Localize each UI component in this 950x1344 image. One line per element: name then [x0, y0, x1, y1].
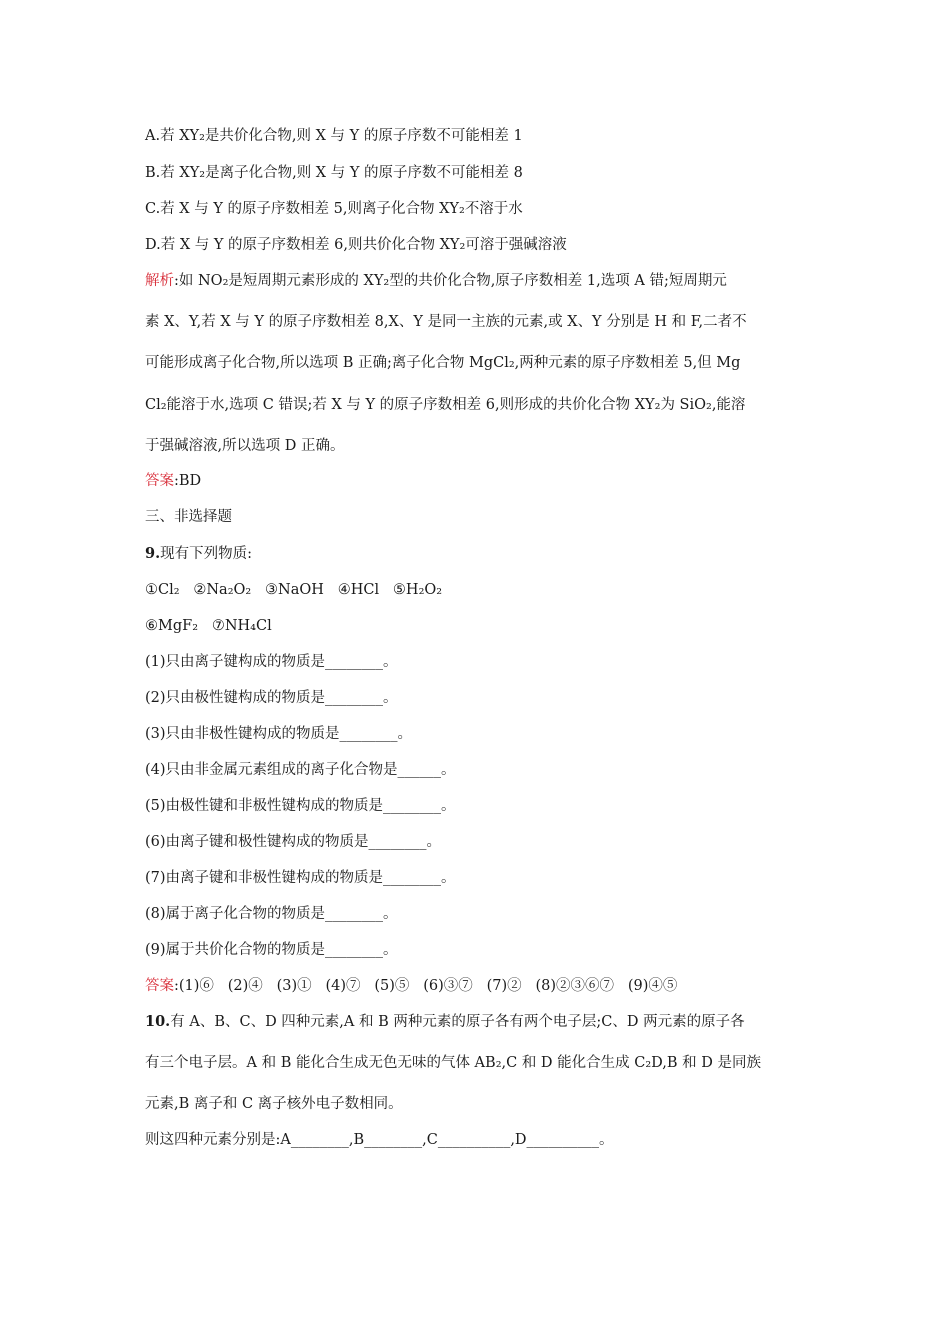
analysis-line-4: Cl₂能溶于水,选项 C 错误;若 X 与 Y 的原子序数相差 6,则形成的共价化合物 XY₂为 SiO₂,能溶	[145, 397, 746, 413]
analysis-line-3: 可能形成离子化合物,所以选项 B 正确;离子化合物 MgCl₂,两种元素的原子序数相差 5,但 Mg	[145, 355, 741, 371]
q10-line-4: 则这四种元素分别是:A________,B________,C__________,D__________。	[145, 1132, 614, 1148]
q9-item-9: (9)属于共价化合物的物质是________。	[145, 942, 398, 958]
answer-8	[145, 471, 201, 491]
section-heading: 三、非选择题	[145, 509, 232, 525]
q9-number: 9.	[145, 545, 161, 562]
q10-line-1	[145, 1012, 745, 1032]
q9-item-6: (6)由离子键和极性键构成的物质是________。	[145, 834, 442, 850]
answer-label: 答案	[145, 473, 174, 489]
q9-answer-value: :(1)⑥ (2)④ (3)① (4)⑦ (5)⑤ (6)③⑦ (7)② (8)②③⑥⑦ (9)④⑤	[174, 978, 678, 994]
q9-stem	[145, 544, 252, 564]
q9-answer	[145, 976, 677, 996]
q10-text: 有 A、B、C、D 四种元素,A 和 B 两种元素的原子各有两个电子层;C、D 两元素的原子各	[170, 1014, 745, 1030]
q10-number: 10.	[145, 1013, 171, 1030]
option-b: B.若 XY₂是离子化合物,则 X 与 Y 的原子序数不可能相差 8	[145, 165, 523, 181]
option-a: A.若 XY₂是共价化合物,则 X 与 Y 的原子序数不可能相差 1	[145, 128, 523, 144]
q10-line-2: 有三个电子层。A 和 B 能化合生成无色无味的气体 AB₂,C 和 D 能化合生成 C₂D,B 和 D 是同族	[145, 1055, 761, 1071]
answer-value: :BD	[174, 473, 202, 489]
analysis-line-5: 于强碱溶液,所以选项 D 正确。	[145, 438, 345, 454]
option-d: D.若 X 与 Y 的原子序数相差 6,则共价化合物 XY₂可溶于强碱溶液	[145, 237, 567, 253]
q9-item-3: (3)只由非极性键构成的物质是________。	[145, 726, 413, 742]
q9-stem-text: 现有下列物质:	[160, 546, 253, 562]
q10-line-3: 元素,B 离子和 C 离子核外电子数相同。	[145, 1096, 403, 1112]
q9-substances-1: ①Cl₂ ②Na₂O₂ ③NaOH ④HCl ⑤H₂O₂	[145, 582, 443, 598]
analysis-line-2: 素 X、Y,若 X 与 Y 的原子序数相差 8,X、Y 是同一主族的元素,或 X、Y 分别是 H 和 F,二者不	[145, 314, 747, 330]
q9-substances-2: ⑥MgF₂ ⑦NH₄Cl	[145, 618, 272, 634]
q9-item-5: (5)由极性键和非极性键构成的物质是________。	[145, 798, 456, 814]
q9-item-8: (8)属于离子化合物的物质是________。	[145, 906, 398, 922]
q9-answer-label: 答案	[145, 978, 174, 994]
q9-item-7: (7)由离子键和非极性键构成的物质是________。	[145, 870, 456, 886]
option-c: C.若 X 与 Y 的原子序数相差 5,则离子化合物 XY₂不溶于水	[145, 201, 523, 217]
q9-item-4: (4)只由非金属元素组成的离子化合物是______。	[145, 762, 456, 778]
q9-item-1: (1)只由离子键构成的物质是________。	[145, 654, 398, 670]
analysis-line-1	[145, 271, 727, 291]
analysis-label: 解析	[145, 273, 174, 289]
q9-item-2: (2)只由极性键构成的物质是________。	[145, 690, 398, 706]
analysis-text: :如 NO₂是短周期元素形成的 XY₂型的共价化合物,原子序数相差 1,选项 A 错;短周期元	[174, 273, 727, 289]
